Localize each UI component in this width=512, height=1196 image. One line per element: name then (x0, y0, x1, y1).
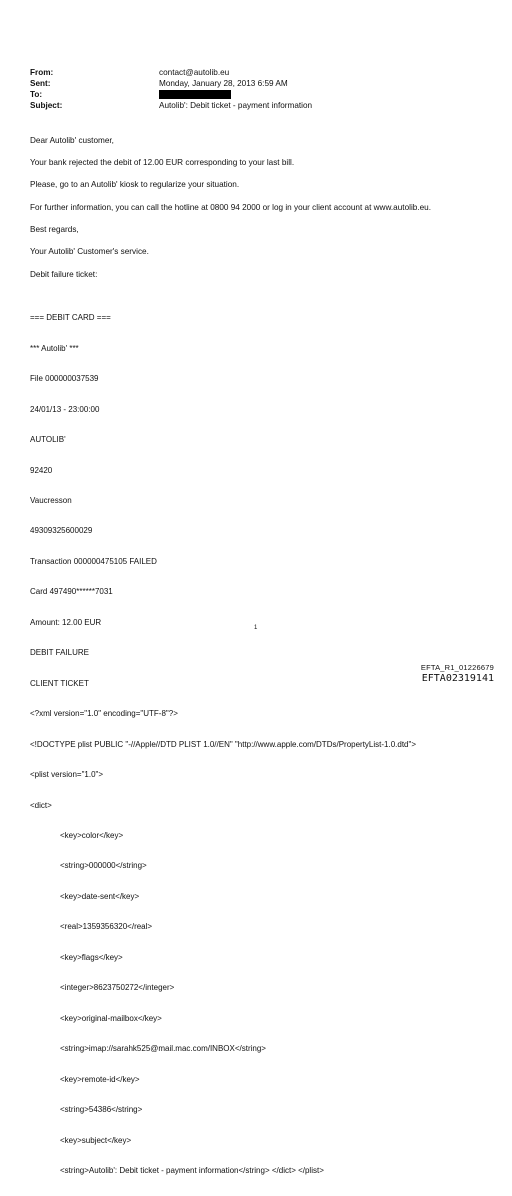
plist-line: <key>date-sent</key> (60, 891, 140, 901)
plist-line: <key>flags</key> (60, 952, 123, 962)
greeting: Dear Autolib' customer, (30, 136, 114, 145)
plist-line: <string>imap://sarahk525@mail.mac.com/INBOX</string> (60, 1044, 266, 1054)
ticket-line: Card 497490******7031 (30, 587, 113, 597)
plist-line: <key>color</key> (60, 831, 124, 841)
redaction-box (159, 90, 231, 99)
ticket-line: AUTOLIB' (30, 435, 66, 445)
ticket-line: <plist version="1.0"> (30, 770, 104, 780)
ticket-block (30, 293, 416, 1196)
ticket-line: === DEBIT CARD === (30, 313, 111, 323)
footer-reference-efta: EFTA02319141 (421, 673, 494, 684)
page-number: 1 (254, 625, 258, 631)
sent-label: Sent: (30, 79, 51, 88)
plist-line: <key>remote-id</key> (60, 1074, 140, 1084)
from-label: From: (30, 68, 54, 77)
ticket-line: Vaucresson (30, 496, 72, 506)
ticket-line: <dict> (30, 800, 52, 810)
plist-line: <string>Autolib': Debit ticket - payment information</string> </dict> </plist> (60, 1166, 324, 1175)
ticket-line: <?xml version="1.0" encoding="UTF-8"?> (30, 709, 178, 719)
plist-line: <real>1359356320</real> (60, 922, 153, 932)
ticket-line: 92420 (30, 465, 53, 475)
ticket-line: Amount: 12.00 EUR (30, 617, 102, 627)
ticket-intro: Debit failure ticket: (30, 270, 98, 279)
paragraph-kiosk: Please, go to an Autolib' kiosk to regularize your situation. (30, 180, 240, 189)
ticket-line: Transaction 000000475105 FAILED (30, 556, 157, 566)
plist-line: <string>000000</string> (60, 861, 147, 871)
ticket-line: DEBIT FAILURE (30, 648, 89, 658)
paragraph-bank-rejected: Your bank rejected the debit of 12.00 EUR corresponding to your last bill. (30, 158, 295, 167)
plist-line: <key>original-mailbox</key> (60, 1013, 162, 1023)
footer-reference-r1: EFTA_R1_01226679 (420, 663, 494, 672)
to-label: To: (30, 90, 43, 99)
regards: Best regards, (30, 225, 79, 234)
ticket-line: CLIENT TICKET (30, 678, 89, 688)
ticket-line: *** Autolib' *** (30, 343, 79, 353)
sent-value: Monday, January 28, 2013 6:59 AM (159, 79, 288, 88)
plist-line: <integer>8623750272</integer> (60, 983, 175, 993)
ticket-line: <!DOCTYPE plist PUBLIC "-//Apple//DTD PLIST 1.0//EN" "http://www.apple.com/DTDs/PropertyList-1.0.dtd"> (30, 739, 417, 749)
plist-line: <key>subject</key> (60, 1135, 132, 1145)
subject-value: Autolib': Debit ticket - payment information (159, 101, 313, 110)
subject-label: Subject: (30, 101, 63, 110)
ticket-line: File 000000037539 (30, 374, 99, 384)
from-value: contact@autolib.eu (159, 68, 230, 77)
signature: Your Autolib' Customer's service. (30, 247, 149, 256)
ticket-line: 49309325600029 (30, 526, 93, 536)
ticket-line: 24/01/13 - 23:00:00 (30, 404, 100, 414)
plist-line: <string>54386</string> (60, 1105, 143, 1115)
paragraph-hotline: For further information, you can call the hotline at 0800 94 2000 or log in your client account at www.autolib.eu. (30, 203, 431, 212)
